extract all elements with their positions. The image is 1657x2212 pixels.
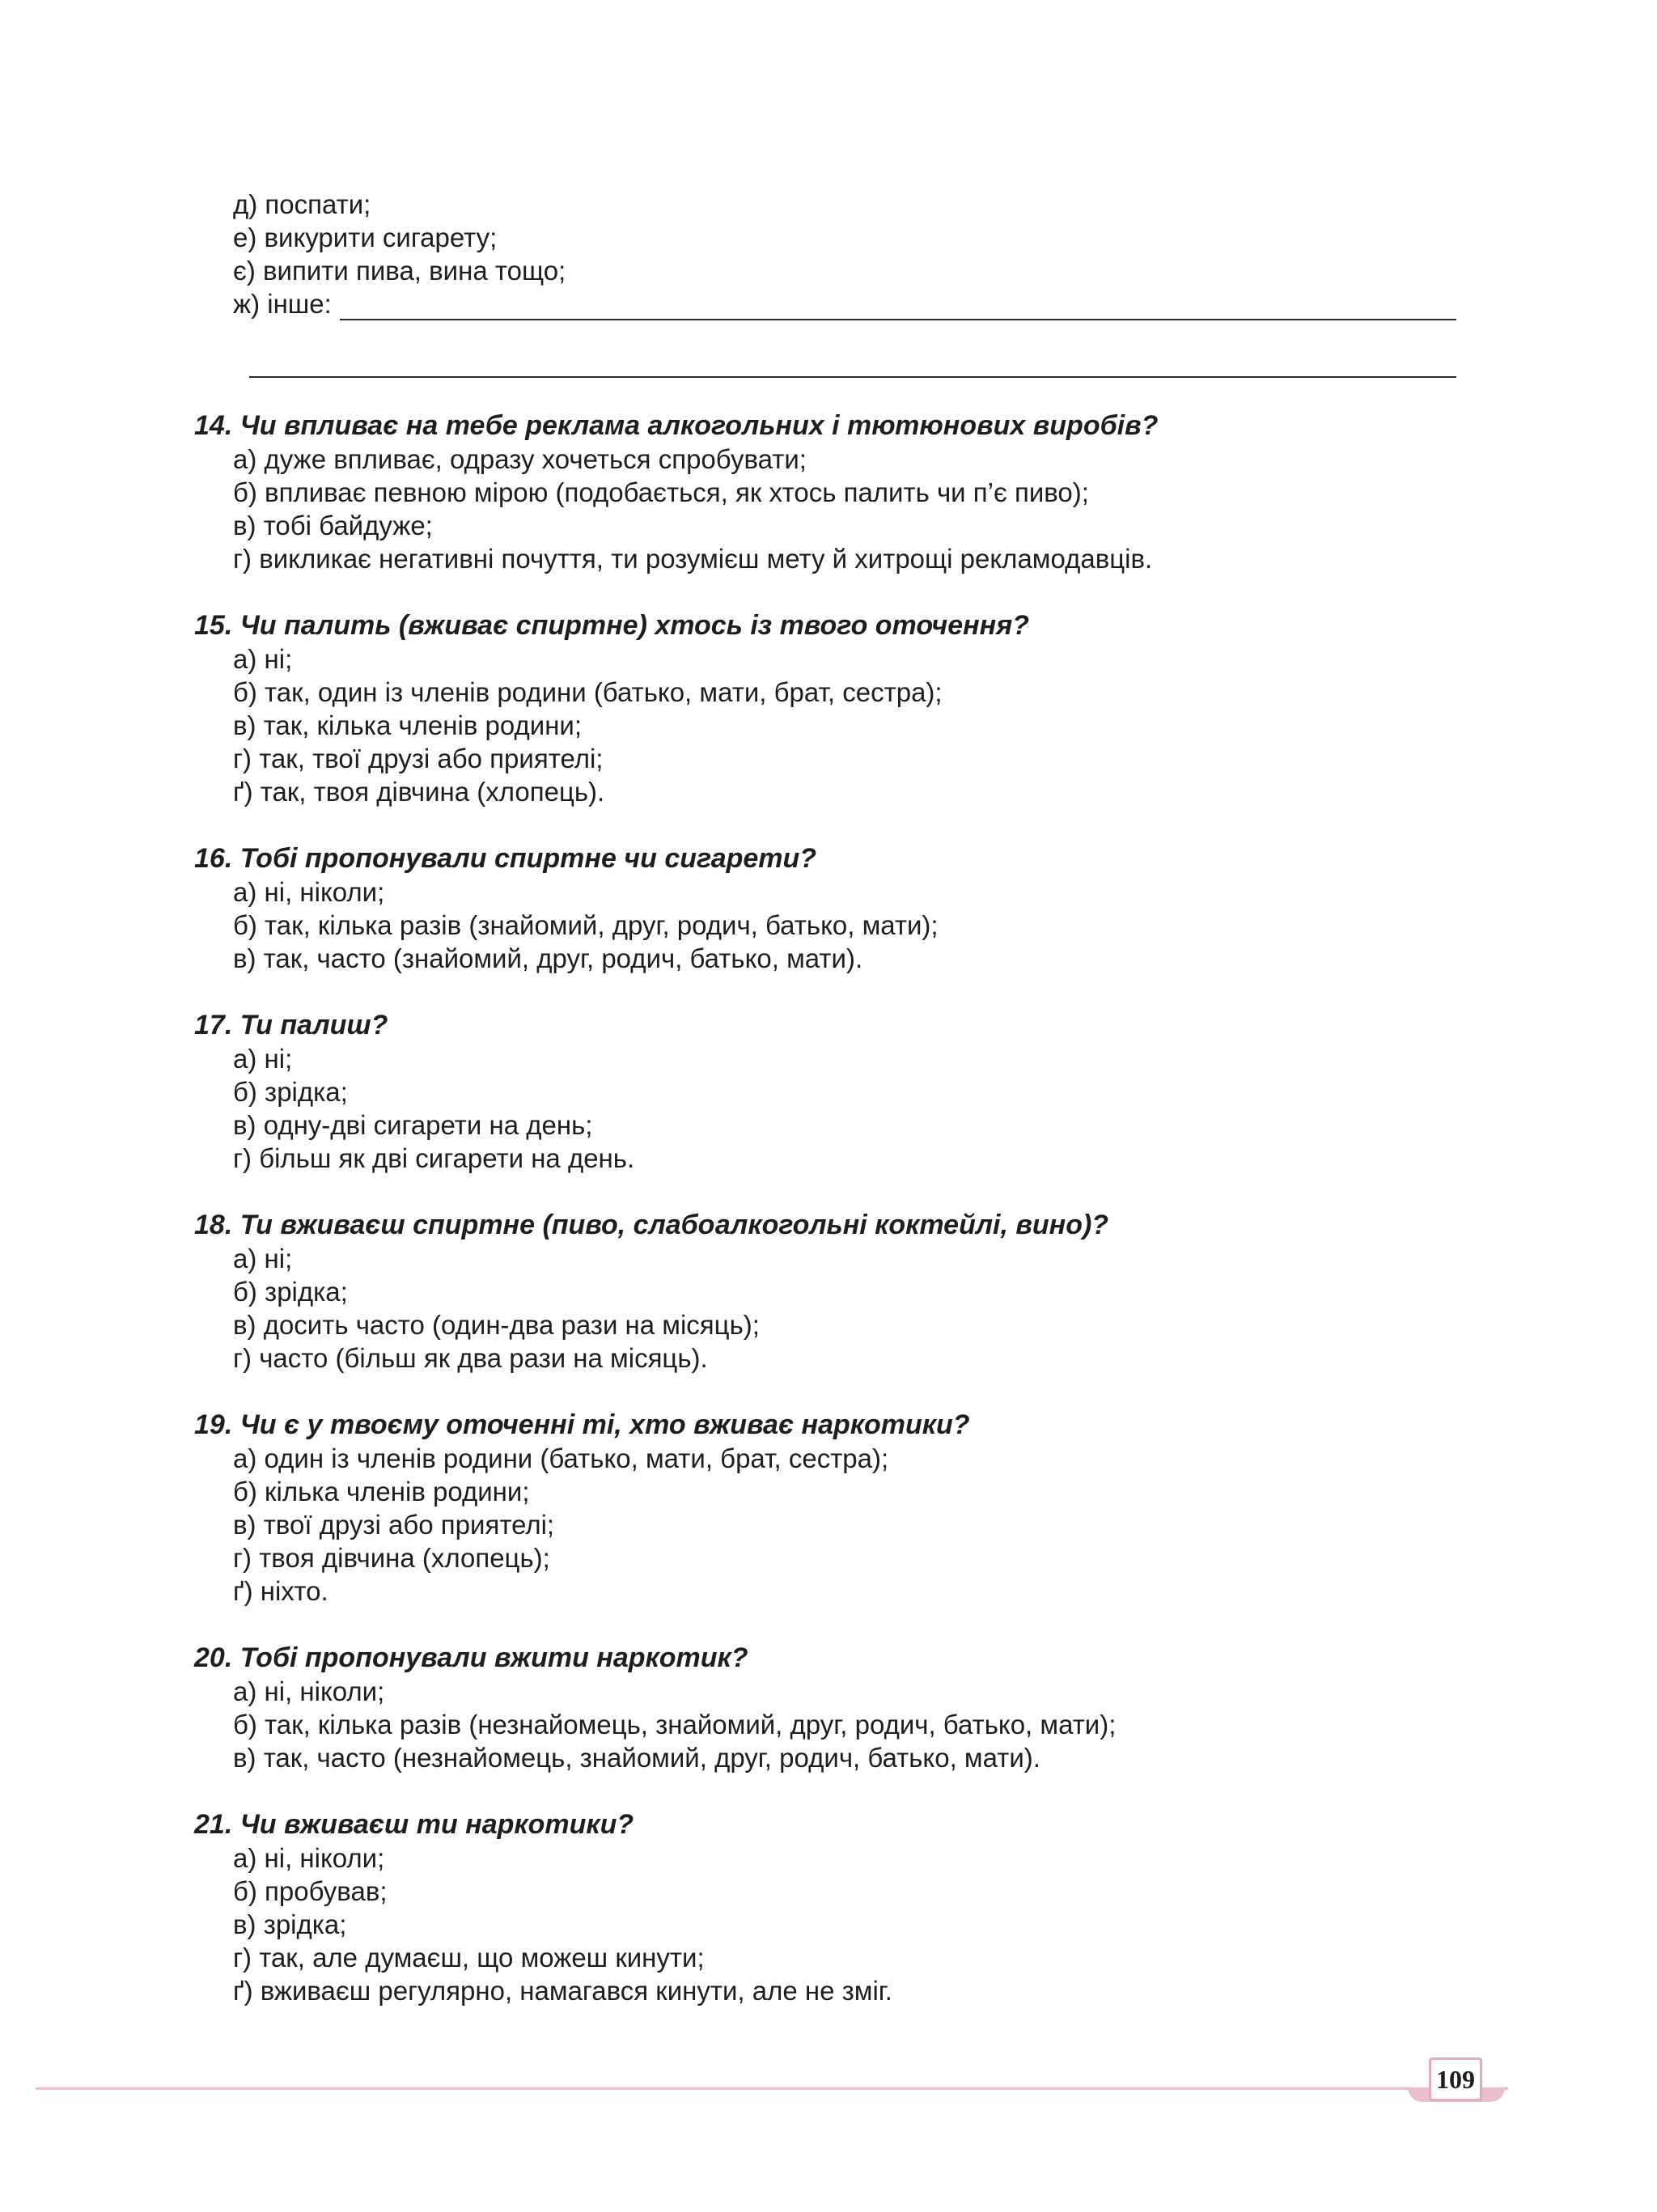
answer-options xyxy=(194,1042,1489,1175)
answer-option: а) дуже впливає, одразу хочеться спробувати; xyxy=(233,444,807,474)
answer-option: в) так, часто (незнайомець, знайомий, друг, родич, батько, мати). xyxy=(233,1743,1040,1773)
question-title: 16. Тобі пропонували спиртне чи сигарети? xyxy=(194,843,817,874)
answer-option: г) так, але думаєш, що можеш кинути; xyxy=(233,1943,705,1973)
answer-option: г) більш як дві сигарети на день. xyxy=(233,1143,635,1173)
questions-list xyxy=(194,409,1489,2041)
answer-option: в) зрідка; xyxy=(233,1909,347,1939)
other-option-row xyxy=(233,287,1456,320)
answer-option: б) зрідка; xyxy=(233,1277,348,1307)
answer-option: б) впливає певною мірою (подобається, як хтось палить чи п’є пиво); xyxy=(233,477,1089,507)
question-16 xyxy=(194,842,1489,975)
other-answer-blank[interactable] xyxy=(340,295,1456,320)
answer-option: в) так, кілька членів родини; xyxy=(233,710,583,740)
answer-option: г) часто (більш як два рази на місяць). xyxy=(233,1343,708,1373)
question-title: 17. Ти палиш? xyxy=(194,1010,388,1040)
answer-option: а) ні, ніколи; xyxy=(233,877,385,907)
question-title: 20. Тобі пропонували вжити наркотик? xyxy=(194,1642,748,1673)
answer-option: г) викликає негативні почуття, ти розумієш мету й хитрощі рекламодавців. xyxy=(233,544,1153,574)
answer-option: в) тобі байдуже; xyxy=(233,511,433,540)
question-title: 15. Чи палить (вживає спиртне) хтось із твого оточення? xyxy=(194,610,1030,641)
answer-option: в) досить часто (один-два рази на місяць); xyxy=(233,1310,760,1340)
question-14 xyxy=(194,409,1489,575)
question-title: 21. Чи вживаєш ти наркотики? xyxy=(194,1809,634,1840)
answer-option: а) один із членів родини (батько, мати, брат, сестра); xyxy=(233,1443,889,1473)
answer-options xyxy=(194,1675,1489,1774)
answer-option: а) ні, ніколи; xyxy=(233,1843,385,1873)
answer-options xyxy=(194,1841,1489,2007)
option-line: є) випити пива, вина тощо; xyxy=(233,256,566,286)
option-line: д) поспати; xyxy=(233,189,371,219)
answer-option: г) твоя дівчина (хлопець); xyxy=(233,1543,550,1573)
question-18 xyxy=(194,1209,1489,1375)
answer-option: б) так, кілька разів (незнайомець, знайомий, друг, родич, батько, мати); xyxy=(233,1710,1117,1740)
answer-option: в) твої друзі або приятелі; xyxy=(233,1510,555,1540)
answer-option: в) так, часто (знайомий, друг, родич, батько, мати). xyxy=(233,943,863,973)
footer-divider xyxy=(36,2087,1508,2090)
answer-option: а) ні, ніколи; xyxy=(233,1676,385,1706)
answer-option: а) ні; xyxy=(233,1044,293,1074)
other-option-label: ж) інше: xyxy=(233,289,332,319)
answer-option: б) так, кілька разів (знайомий, друг, родич, батько, мати); xyxy=(233,910,939,940)
answer-option: б) так, один із членів родини (батько, мати, брат, сестра); xyxy=(233,677,943,707)
answer-option: ґ) вживаєш регулярно, намагався кинути, але не зміг. xyxy=(233,1976,892,2006)
answer-options xyxy=(194,443,1489,575)
answer-options xyxy=(194,642,1489,808)
question-title: 18. Ти вживаєш спиртне (пиво, слабоалкогольні коктейлі, вино)? xyxy=(194,1210,1109,1240)
answer-options xyxy=(194,875,1489,975)
question-20 xyxy=(194,1642,1489,1774)
question-17 xyxy=(194,1009,1489,1175)
option-line: е) викурити сигарету; xyxy=(233,222,498,252)
other-answer-blank-line[interactable] xyxy=(249,376,1456,378)
answer-option: а) ні; xyxy=(233,644,293,674)
answer-option: а) ні; xyxy=(233,1244,293,1273)
answer-option: б) пробував; xyxy=(233,1876,388,1906)
answer-options xyxy=(194,1242,1489,1375)
answer-options xyxy=(194,1442,1489,1608)
answer-option: в) одну-дві сигарети на день; xyxy=(233,1110,593,1140)
question-15 xyxy=(194,609,1489,808)
question-21 xyxy=(194,1808,1489,2007)
answer-option: ґ) ніхто. xyxy=(233,1576,328,1606)
continued-options xyxy=(233,188,1456,320)
answer-option: б) кілька членів родини; xyxy=(233,1477,530,1506)
question-title: 14. Чи впливає на тебе реклама алкогольних і тютюнових виробів? xyxy=(194,410,1159,441)
question-19 xyxy=(194,1409,1489,1608)
answer-option: б) зрідка; xyxy=(233,1077,348,1107)
question-title: 19. Чи є у твоєму оточенні ті, хто вживає наркотики? xyxy=(194,1409,970,1440)
page-number: 109 xyxy=(1429,2057,1482,2101)
answer-option: г) так, твої друзі або приятелі; xyxy=(233,744,604,773)
answer-option: ґ) так, твоя дівчина (хлопець). xyxy=(233,777,605,807)
